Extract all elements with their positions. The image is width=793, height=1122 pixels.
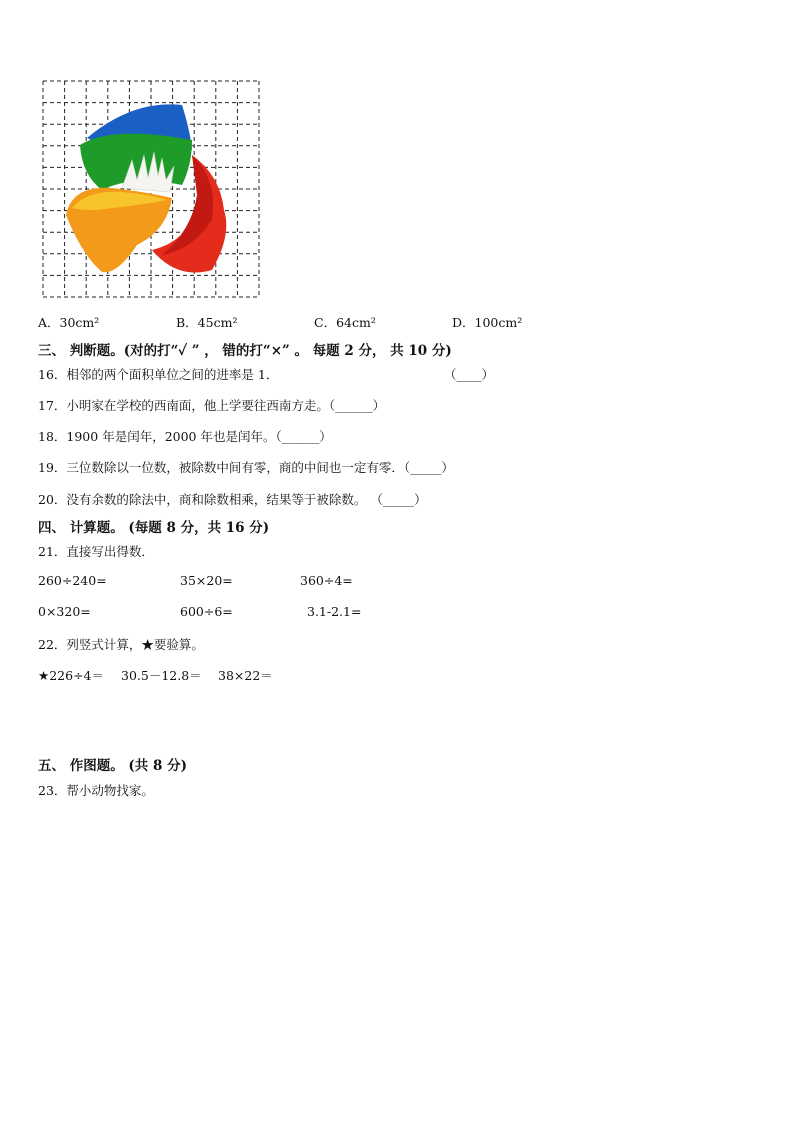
calc-item: 3.1-2.1= [307,604,362,619]
section4-title: 四、 计算题。 (每题 8 分，共 16 分) [38,520,270,536]
question-17: 17．小明家在学校的西南面，他上学要往西南方走。（______） [38,398,386,413]
calc-item: 35×20= [180,573,233,588]
question-19: 19．三位数除以一位数，被除数中间有零，商的中间也一定有零．（_____） [38,460,454,475]
question-16-blank: （____） [444,367,495,382]
calc-item: 38×22＝ [218,668,273,683]
question-21: 21．直接写出得数． [38,544,154,559]
option-d: D．100cm² [452,315,523,330]
calc-item: 260÷240= [38,573,107,588]
calc-item: 600÷6= [180,604,233,619]
question-16: 16．相邻的两个面积单位之间的进率是 1． [38,367,279,382]
question-22: 22．列竖式计算，★要验算。 [38,637,204,652]
option-c: C．64cm² [314,315,376,330]
grid-figure [42,80,260,298]
section5-title: 五、 作图题。 (共 8 分) [38,758,187,774]
calc-item: ★226÷4＝ [38,668,104,683]
colorful-star-logo-icon [66,104,226,272]
question-18: 18．1900 年是闰年，2000 年也是闰年。（______） [38,429,332,444]
calc-item: 0×320= [38,604,91,619]
question-20: 20．没有余数的除法中，商和除数相乘，结果等于被除数。 （_____） [38,492,427,507]
calc-item: 30.5－12.8＝ [121,668,202,683]
question-23: 23．帮小动物找家。 [38,783,154,798]
section3-title: 三、 判断题。(对的打“✓ ” ， 错的打“×” 。 每题 2 分， 共 10 分) [38,343,452,359]
option-b: B．45cm² [176,315,238,330]
option-a: A．30cm² [38,315,100,330]
calc-item: 360÷4= [300,573,353,588]
